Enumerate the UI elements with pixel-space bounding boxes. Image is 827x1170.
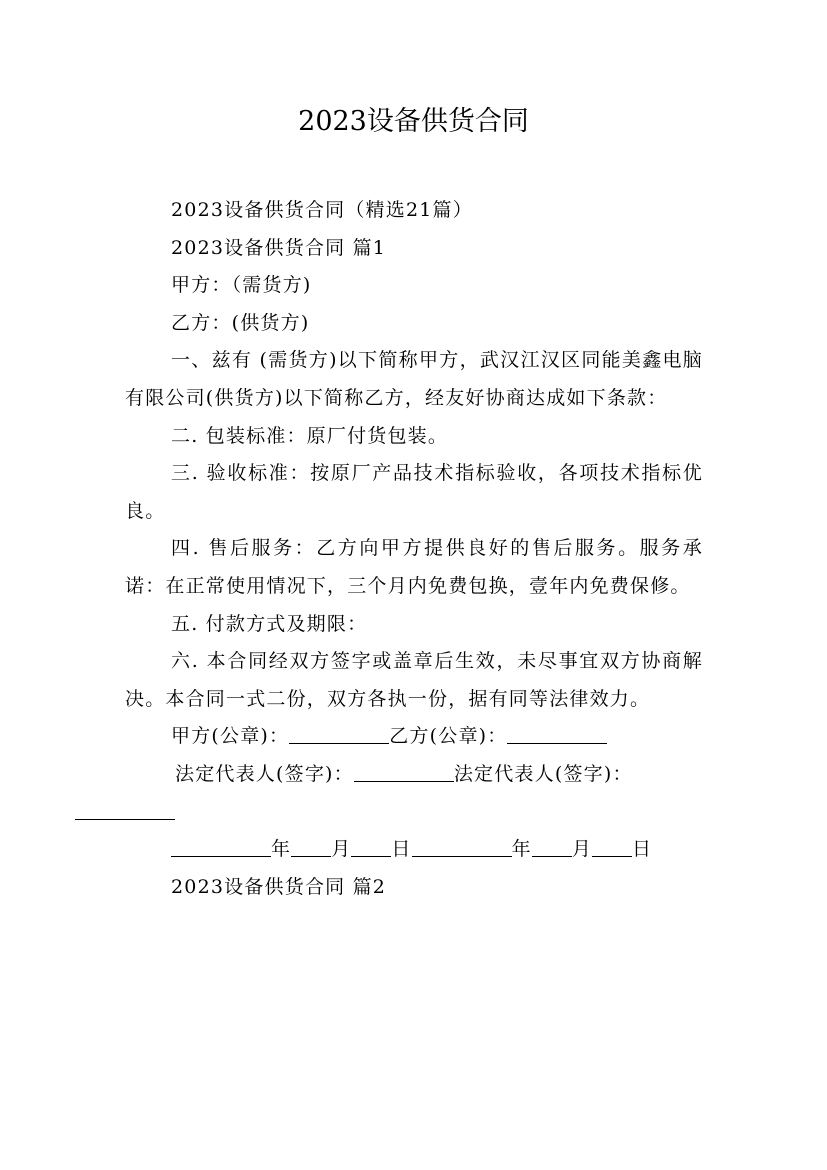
clause-5: 五. 付款方式及期限：: [171, 612, 368, 635]
day-label-b: 日: [632, 838, 653, 861]
date-b-day-blank: [592, 834, 632, 857]
date-a-year-blank: [171, 834, 271, 857]
section-2-heading: 2023设备供货合同 篇2: [171, 875, 387, 898]
clause-1: 一、兹有 (需货方)以下简称甲方，武汉江汉区同能美鑫电脑有限公司(供货方)以下简称乙方，经友好协商达成如下条款：: [125, 349, 703, 409]
rep-a-label: 法定代表人(签字)：: [175, 762, 354, 785]
section-1-heading: 2023设备供货合同 篇1: [171, 236, 387, 259]
representative-line: [125, 756, 703, 831]
seal-line: [125, 718, 703, 756]
date-b-month-blank: [532, 834, 572, 857]
rep-b-label: 法定代表人(签字)：: [453, 762, 633, 785]
clause-2: 二. 包装标准：原厂付货包装。: [171, 424, 449, 447]
date-line: [125, 831, 703, 869]
party-b-line: 乙方：(供货方): [171, 311, 310, 334]
seal-b-label: 乙方(公章)：: [389, 725, 508, 748]
clause-4: 四. 售后服务：乙方向甲方提供良好的售后服务。服务承诺：在正常使用情况下，三个月内免费包换，壹年内免费保修。: [125, 537, 703, 597]
year-label-a: 年: [271, 838, 292, 861]
year-label-b: 年: [511, 838, 532, 861]
day-label-a: 日: [391, 838, 412, 861]
date-b-year-blank: [412, 834, 512, 857]
party-a-line: 甲方：（需货方): [171, 274, 312, 297]
month-label-a: 月: [331, 838, 352, 861]
seal-a-blank: [289, 721, 389, 744]
month-label-b: 月: [571, 838, 593, 861]
document-subtitle: 2023设备供货合同（精选21篇）: [171, 199, 473, 221]
rep-b-blank: [75, 797, 175, 820]
document-title: 2023设备供货合同: [298, 106, 529, 137]
seal-a-label: 甲方(公章)：: [171, 725, 290, 748]
rep-a-blank: [354, 759, 454, 782]
date-a-day-blank: [351, 834, 391, 857]
clause-3: 三. 验收标准：按原厂产品技术指标验收，各项技术指标优良。: [125, 462, 703, 522]
document-body: [125, 192, 703, 906]
date-a-month-blank: [291, 834, 331, 857]
clause-6: 六. 本合同经双方签字或盖章后生效，未尽事宜双方协商解决。本合同一式二份，双方各执一份，据有同等法律效力。: [125, 650, 703, 710]
seal-b-blank: [507, 721, 607, 744]
